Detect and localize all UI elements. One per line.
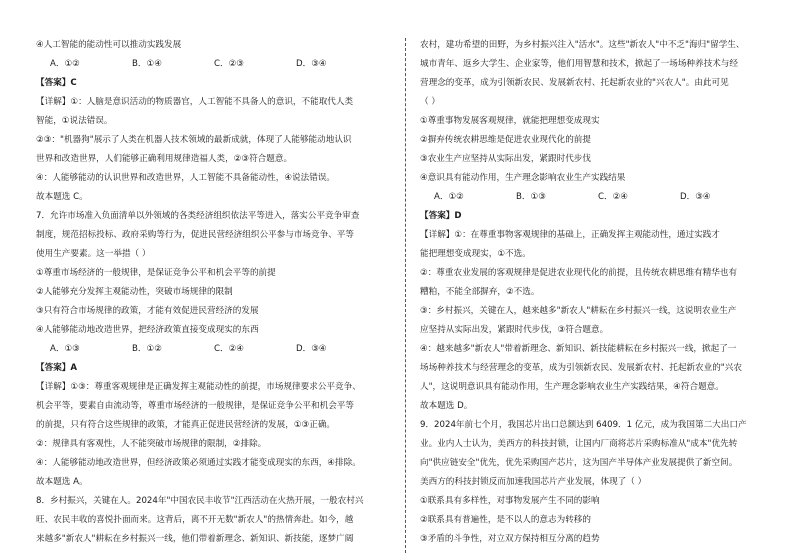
question-7-item: ④人能够能动地改造世界，把经济政策直接变成现实的东西 xyxy=(36,325,259,335)
question-9-stem: 美西方的科技封锁反而加速我国芯片产业发展，体现了（ ） xyxy=(420,477,647,487)
explanation-line: ④：越来越多"新农人"带着新理念、新知识、新技能耕耘在乡村振兴一线，掀起了一 xyxy=(420,344,737,354)
explanation-line: ④：人能够能动地改造世界，但经济政策必须通过实践才能变成现实的东西，④排除。 xyxy=(36,458,361,468)
answer-label: 【答案】A xyxy=(36,363,78,373)
explanation-line: 【详解】①③：尊重客观规律是正确发挥主观能动性的前提，市场规律要求公平竞争、 xyxy=(36,382,361,392)
question-9-item: ①联系具有多样性，对事物发展产生不同的影响 xyxy=(420,496,600,506)
question-7-item: ②人能够充分发挥主观能动性，突破市场规律的限制 xyxy=(36,287,233,297)
question-7-item: ①尊重市场经济的一般规律，是保证竞争公平和机会平等的前提 xyxy=(36,268,276,278)
right-column xyxy=(420,36,780,549)
question-9-stem: 9．2024年前七个月，我国芯片出口总额达到 6409．1 亿元，成为我国第二大出口产 xyxy=(420,420,747,430)
explanation-line: 故本题选 D。 xyxy=(420,401,473,411)
explanation-line: 糟粕，不能全部摒弃，②不选。 xyxy=(420,287,540,297)
question-7-stem: 7．允许市场准入负面清单以外领域的各类经济组织依法平等进入，落实公平竞争审查 xyxy=(36,211,360,221)
explanation-line: 能把理想变成现实，①不选。 xyxy=(420,249,531,259)
choice-options xyxy=(420,188,780,207)
question-8-stem: 城市青年、返乡大学生、企业家等，他们用智慧和技术，掀起了一场场种养技术与经 xyxy=(420,59,738,69)
explanation-line: ④：人能够能动的认识世界和改造世界，人工智能不具备能动性，④说法错误。 xyxy=(36,173,336,183)
explanation-line: 场场种养技术与经营理念的变革，成为引领新农民、发展新农村、托起新农业的"兴农 xyxy=(420,363,742,373)
question-8-stem: 营理念的变革，成为引领新农民、发展新农村、托起新农业的"兴农人"。由此可见 xyxy=(420,78,729,88)
question-8-stem: 农村，建功希望的田野，为乡村振兴注入"活水"。这些"新农人"中不乏"海归"留学生、 xyxy=(420,40,745,50)
question-9-stem: 业。业内人士认为，美西方的科技封锁，让国内厂商将芯片采购标准从"成本"优先转 xyxy=(420,439,738,449)
explanation-line: 故本题选 A。 xyxy=(36,477,88,487)
question-7-stem: 制度，规范招标投标、政府采购等行为，促进民营经济组织公平参与市场竞争、平等 xyxy=(36,230,354,240)
explanation-line: ②③："机器狗"展示了人类在机器人技术领域的最新成就，体现了人能够能动地认识 xyxy=(36,135,352,145)
explanation-line: 【详解】①：在尊重事物客观规律的基础上，正确发挥主观能动性，通过实践才 xyxy=(420,230,720,240)
choice-d: D．③④ xyxy=(680,192,711,202)
choice-b: B．①④ xyxy=(132,59,162,69)
choice-b: B．①③ xyxy=(516,192,546,202)
choice-d: D．③④ xyxy=(296,344,327,354)
choice-b: B．①② xyxy=(132,344,162,354)
choice-c: C．②④ xyxy=(598,192,629,202)
explanation-line: 应坚持从实际出发，紧跟时代步伐，③符合题意。 xyxy=(420,325,609,335)
question-9-item: ②联系具有普遍性，是不以人的意志为转移的 xyxy=(420,515,591,525)
question-8-stem: （ ） xyxy=(420,97,440,107)
explanation-line: ②：尊重农业发展的客观规律是促进农业现代化的前提，且传统农耕思维有精华也有 xyxy=(420,268,738,278)
option-line: ④人工智能的能动性可以推动实践发展 xyxy=(36,40,182,50)
explanation-line: 的前提，只有符合这些规律的政策，才能真正促进民营经济的发展，①③正确。 xyxy=(36,420,336,430)
question-8-stem: 来越多"新农人"耕耘在乡村振兴一线，他们带着新理念、新知识、新技能，逐梦广阔 xyxy=(36,534,354,544)
choice-d: D．③④ xyxy=(296,59,327,69)
explanation-line: 智能，①说法错误。 xyxy=(36,116,113,126)
question-8-item: ②摒弃传统农耕思维是促进农业现代化的前提 xyxy=(420,135,591,145)
choice-a: A．①② xyxy=(434,192,464,202)
column-divider xyxy=(405,38,406,553)
question-8-item: ④意识具有能动作用，生产理念影响农业生产实践结果 xyxy=(420,173,626,183)
question-8-stem: 旺、农民丰收的喜悦扑面而来。这背后，离不开无数"新农人"的热情奔赴。如今，越 xyxy=(36,515,354,525)
question-8-item: ①尊重事物发展客观规律，就能把理想变成现实 xyxy=(420,116,600,126)
answer-label: 【答案】C xyxy=(36,78,77,88)
choice-a: A．①③ xyxy=(50,344,80,354)
question-7-item: ③只有符合市场规律的政策，才能有效促进民营经济的发展 xyxy=(36,306,259,316)
question-8-stem: 8．乡村振兴，关键在人。2024年"中国农民丰收节"江西活动在火热开展，一般农村兴 xyxy=(36,496,364,506)
choice-c: C．②④ xyxy=(214,344,245,354)
answer-label: 【答案】D xyxy=(420,211,462,221)
explanation-line: 故本题选 C。 xyxy=(36,192,88,202)
left-column xyxy=(36,36,396,549)
explanation-line: 【详解】①：人脑是意识活动的物质器官，人工智能不具备人的意识，不能取代人类 xyxy=(36,97,354,107)
choice-a: A．①② xyxy=(50,59,80,69)
explanation-line: 世界和改造世界，人们能够正确利用规律造福人类，②③符合题意。 xyxy=(36,154,293,164)
question-9-item: ③矛盾的斗争性，对立双方保持相互分离的趋势 xyxy=(420,534,600,544)
explanation-line: ②：规律具有客观性，人不能突破市场规律的限制，②排除。 xyxy=(36,439,267,449)
question-8-item: ③农业生产应坚持从实际出发，紧跟时代步伐 xyxy=(420,154,591,164)
choice-c: C．②③ xyxy=(214,59,245,69)
explanation-line: 人"，这说明意识具有能动作用，生产理念影响农业生产实践结果，④符合题意。 xyxy=(420,382,724,392)
explanation-line: ③：乡村振兴，关键在人，越来越多"新农人"耕耘在乡村振兴一线，这说明农业生产 xyxy=(420,306,737,316)
question-9-stem: 向"供应链安全"优先，优先采购国产芯片，这为国产半导体产业发展提供了新空间。 xyxy=(420,458,738,468)
choice-options xyxy=(36,55,396,74)
explanation-line: 机会平等，要素自由流动等，尊重市场经济的一般规律，是保证竞争公平和机会平等 xyxy=(36,401,354,411)
choice-options xyxy=(36,340,396,359)
question-7-stem: 使用生产要素。这一举措（ ） xyxy=(36,249,151,259)
